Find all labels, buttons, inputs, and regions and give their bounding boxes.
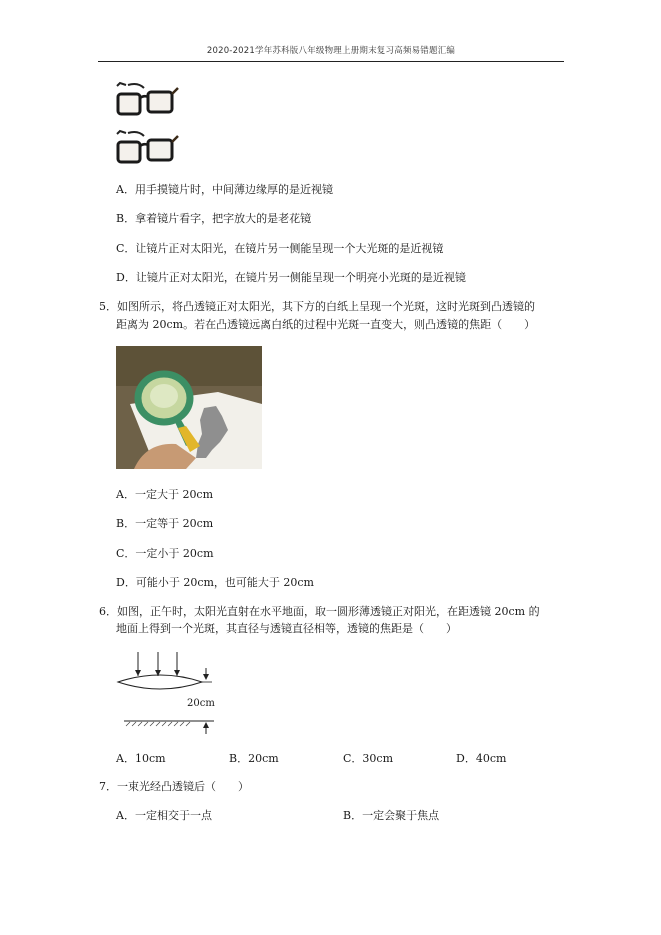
- q4-option-d: D．让镜片正对太阳光，在镜片另一侧能呈现一个明亮小光斑的是近视镜: [116, 271, 466, 284]
- q5-option-b: B．一定等于 20cm: [116, 517, 214, 530]
- q7-option-b: B．一定会聚于焦点: [343, 809, 440, 822]
- q4-option-b: B．拿着镜片看字，把字放大的是老花镜: [116, 212, 312, 225]
- diagram-distance-label: 20cm: [187, 698, 215, 709]
- q6-option-a: A．10cm: [116, 752, 166, 765]
- q7-stem: 7．一束光经凸透镜后（ ）: [99, 780, 249, 793]
- q6-option-d: D．40cm: [456, 752, 507, 765]
- q5-option-c: C．一定小于 20cm: [116, 547, 214, 560]
- q5-stem-line1: 5．如图所示，将凸透镜正对太阳光，其下方的白纸上呈现一个光斑，这时光斑到凸透镜的: [99, 300, 535, 313]
- q5-option-a: A．一定大于 20cm: [116, 488, 214, 501]
- header-divider: [98, 61, 564, 62]
- glasses-icon: [114, 80, 180, 120]
- q6-stem-line2: 地面上得到一个光斑，其直径与透镜直径相等，透镜的焦距是（ ）: [116, 622, 457, 635]
- q6-option-c: C．30cm: [343, 752, 394, 765]
- q6-option-b: B．20cm: [229, 752, 279, 765]
- q4-option-a: A．用手摸镜片时，中间薄边缘厚的是近视镜: [116, 183, 333, 196]
- magnifier-photo: [116, 346, 262, 469]
- q5-option-d: D．可能小于 20cm，也可能大于 20cm: [116, 576, 314, 589]
- q4-option-c: C．让镜片正对太阳光，在镜片另一侧能呈现一个大光斑的是近视镜: [116, 242, 444, 255]
- q7-option-a: A．一定相交于一点: [116, 809, 212, 822]
- glasses-icon: [114, 128, 180, 168]
- q5-stem-line2: 距离为 20cm。若在凸透镜远离白纸的过程中光斑一直变大，则凸透镜的焦距（ ）: [116, 318, 536, 331]
- page-header: 2020-2021学年苏科版八年级物理上册期末复习高频易错题汇编: [206, 46, 456, 56]
- lens-diagram: [116, 646, 226, 742]
- q6-stem-line1: 6．如图，正午时，太阳光直射在水平地面，取一圆形薄透镜正对阳光，在距透镜 20cm 的: [99, 605, 540, 618]
